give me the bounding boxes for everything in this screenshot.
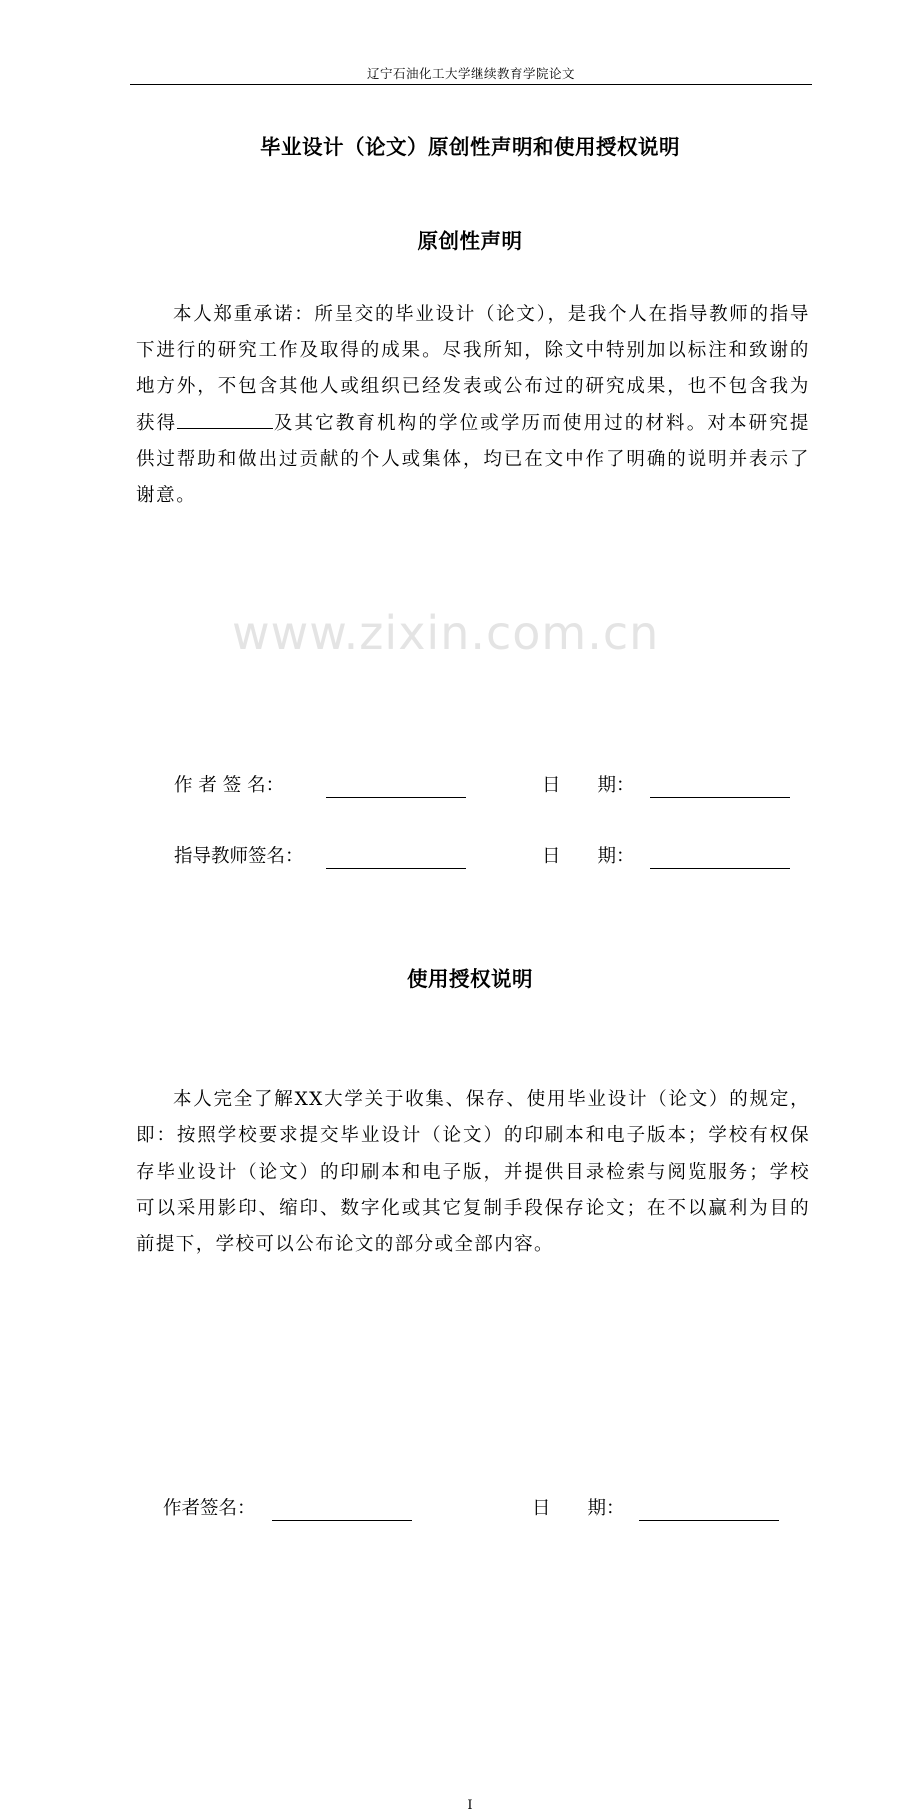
section-heading-originality: 原创性声明 — [417, 229, 523, 253]
supervisor-signature-line — [326, 868, 466, 869]
authorization-author-line — [272, 1520, 412, 1521]
author-signature-label: 作 者 签 名： — [174, 775, 285, 797]
supervisor-signature-row — [0, 842, 920, 872]
author-signature-row — [0, 771, 920, 801]
supervisor-date-line — [650, 868, 790, 869]
supervisor-date-label: 日 期： — [542, 846, 635, 868]
running-header: 辽宁石油化工大学继续教育学院论文 — [366, 66, 575, 81]
authorization-date-label: 日 期： — [532, 1498, 625, 1520]
originality-text-part2: 及其它教育机构的学位或学历而使用过的材料。对本研究提供过帮助和做出过贡献的个人或集体，均已在文中作了明确的说明并表示了谢意。 — [136, 412, 811, 507]
page-number: I — [467, 1798, 473, 1813]
originality-paragraph — [136, 297, 810, 514]
watermark: www.zixin.com.cn — [232, 606, 660, 660]
originality-text-part1: 本人郑重承诺：所呈交的毕业设计（论文），是我个人在指导教师的指导下进行的研究工作及取得的成果。尽我所知，除文中特别加以标注和致谢的地方外，不包含其他人或组织已经发表或公布过的研究成果，也不包含我为获得 — [136, 304, 810, 434]
supervisor-signature-label: 指导教师签名： — [174, 846, 304, 868]
authorization-signature-row — [0, 1494, 920, 1524]
authorization-paragraph: 本人完全了解XX大学关于收集、保存、使用毕业设计（论文）的规定，即：按照学校要求提交毕业设计（论文）的印刷本和电子版本；学校有权保存毕业设计（论文）的印刷本和电子版，并提供目录检索与阅览服务；学校可以采用影印、缩印、数字化或其它复制手段保存论文；在不以赢利为目的前提下，学校可以公布论文的部分或全部内容。 — [136, 1089, 810, 1256]
header-rule — [130, 84, 812, 85]
degree-blank — [177, 410, 273, 429]
document-title: 毕业设计（论文）原创性声明和使用授权说明 — [260, 135, 680, 159]
authorization-author-label: 作者签名： — [163, 1498, 256, 1520]
author-date-line — [650, 797, 790, 798]
authorization-date-line — [639, 1520, 779, 1521]
author-signature-line — [326, 797, 466, 798]
author-date-label: 日 期： — [542, 775, 635, 797]
section-heading-authorization: 使用授权说明 — [407, 967, 533, 992]
